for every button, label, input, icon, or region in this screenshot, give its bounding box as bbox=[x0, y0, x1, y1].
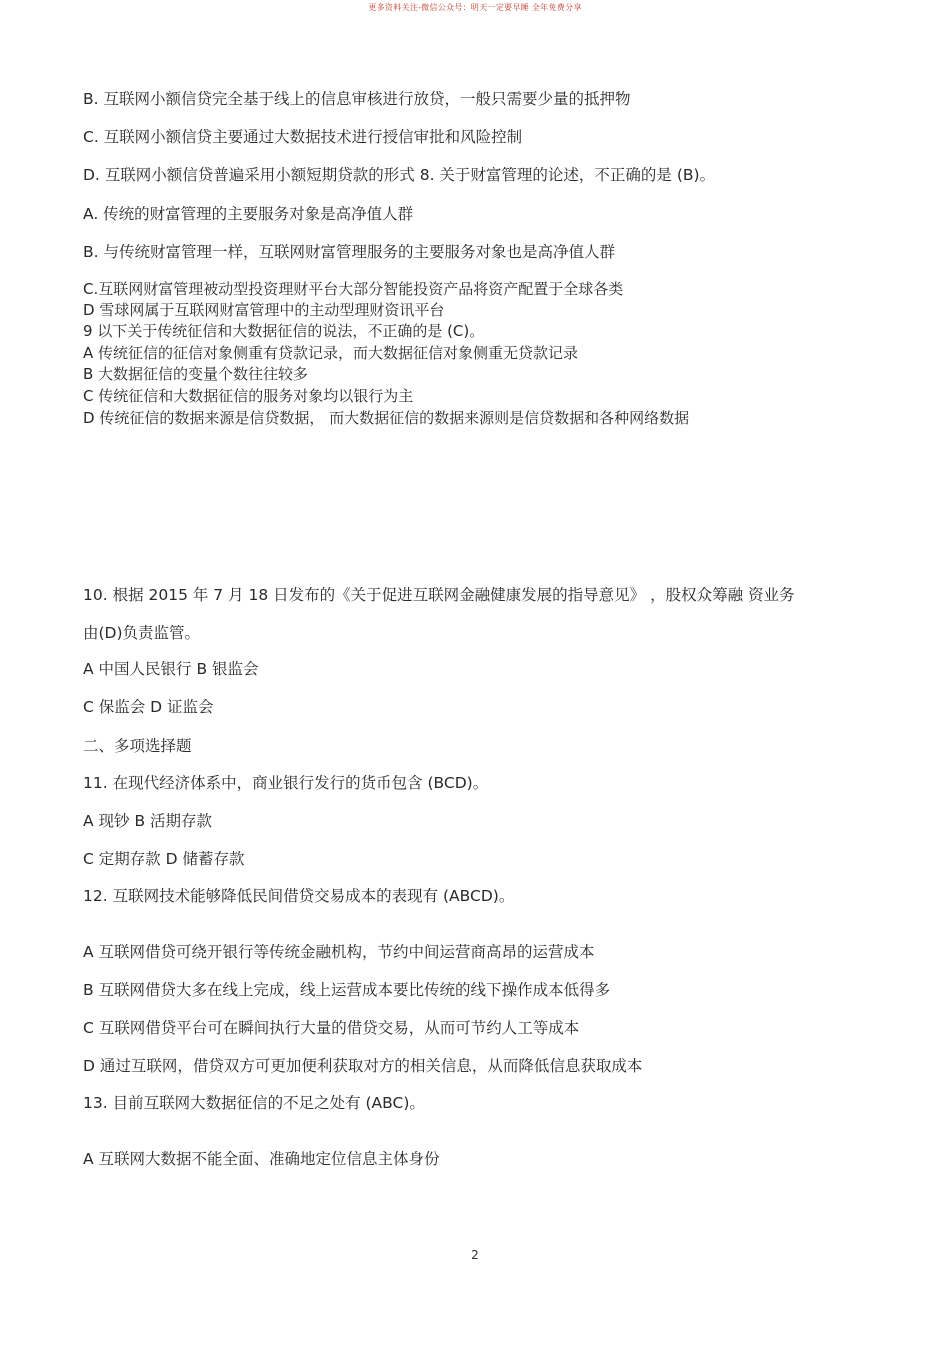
text-line: B 大数据征信的变量个数往往较多 bbox=[83, 365, 309, 383]
page-number: 2 bbox=[471, 1248, 479, 1262]
text-line: B. 与传统财富管理一样，互联网财富管理服务的主要服务对象也是高净值人群 bbox=[83, 243, 615, 261]
text-line: C. 互联网小额信贷主要通过大数据技术进行授信审批和风险控制 bbox=[83, 128, 523, 146]
text-line: B. 互联网小额信贷完全基于线上的信息审核进行放贷，一般只需要少量的抵押物 bbox=[83, 90, 631, 108]
text-line: 10. 根据 2015 年 7 月 18 日发布的《关于促进互联网金融健康发展的指导意见》 ，股权众筹融 资业务 bbox=[83, 586, 795, 604]
text-line: 12. 互联网技术能够降低民间借贷交易成本的表现有 (ABCD)。 bbox=[83, 887, 515, 905]
text-line: C 保监会 D 证监会 bbox=[83, 698, 214, 716]
text-line: 13. 目前互联网大数据征信的不足之处有 (ABC)。 bbox=[83, 1094, 425, 1112]
text-line: B 互联网借贷大多在线上完成，线上运营成本要比传统的线下操作成本低得多 bbox=[83, 981, 611, 999]
text-line: A 中国人民银行 B 银监会 bbox=[83, 660, 259, 678]
text-line: A 传统征信的征信对象侧重有贷款记录，而大数据征信对象侧重无贷款记录 bbox=[83, 344, 579, 362]
text-line: D 雪球网属于互联网财富管理中的主动型理财资讯平台 bbox=[83, 301, 445, 319]
text-line: A 互联网借贷可绕开银行等传统金融机构，节约中间运营商高昂的运营成本 bbox=[83, 943, 595, 961]
text-line: C 定期存款 D 储蓄存款 bbox=[83, 850, 245, 868]
text-line: 11. 在现代经济体系中，商业银行发行的货币包含 (BCD)。 bbox=[83, 774, 489, 792]
text-line: D 通过互联网，借贷双方可更加便利获取对方的相关信息，从而降低信息获取成本 bbox=[83, 1057, 643, 1075]
page-header-banner: 更多资料关注-微信公众号：明天一定要早睡 全年免费分享 bbox=[368, 3, 582, 12]
text-line: D 传统征信的数据来源是信贷数据， 而大数据征信的数据来源则是信贷数据和各种网络数据 bbox=[83, 409, 690, 427]
text-line: A 互联网大数据不能全面、准确地定位信息主体身份 bbox=[83, 1150, 440, 1168]
text-line: 由(D)负责监管。 bbox=[83, 624, 201, 642]
text-line: A. 传统的财富管理的主要服务对象是高净值人群 bbox=[83, 205, 414, 223]
text-line: C.互联网财富管理被动型投资理财平台大部分智能投资产品将资产配置于全球各类 bbox=[83, 280, 624, 298]
text-line: C 互联网借贷平台可在瞬间执行大量的借贷交易，从而可节约人工等成本 bbox=[83, 1019, 580, 1037]
section-heading: 二、多项选择题 bbox=[83, 737, 192, 755]
text-line: D. 互联网小额信贷普遍采用小额短期贷款的形式 8. 关于财富管理的论述，不正确的是 (B)。 bbox=[83, 166, 716, 184]
text-line: A 现钞 B 活期存款 bbox=[83, 812, 213, 830]
text-line: 9 以下关于传统征信和大数据征信的说法，不正确的是 (C)。 bbox=[83, 322, 485, 340]
text-line: C 传统征信和大数据征信的服务对象均以银行为主 bbox=[83, 387, 414, 405]
